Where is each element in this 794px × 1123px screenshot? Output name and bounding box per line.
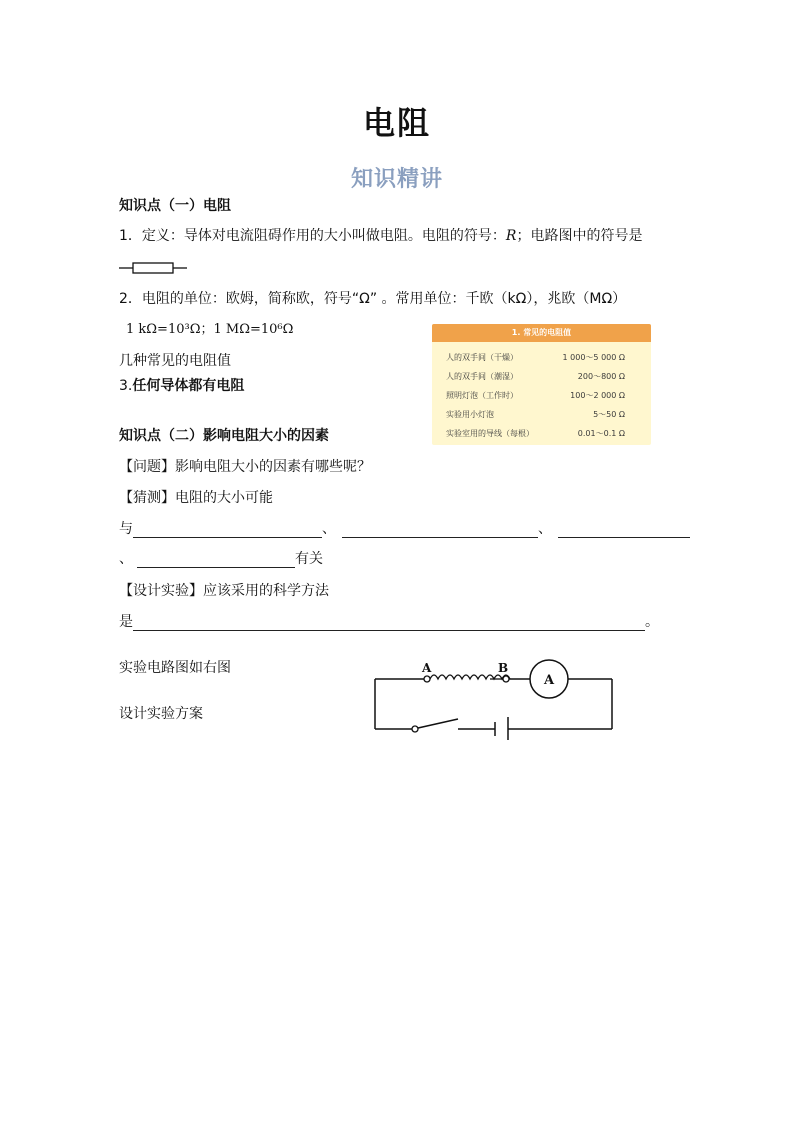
row-item: 实验用小灯泡 — [446, 410, 494, 419]
terminal-a-icon — [424, 676, 430, 682]
section2-heading: 知识点（二）影响电阻大小的因素 — [119, 428, 329, 444]
guess-prefix: 与 — [119, 521, 133, 537]
table-row — [432, 348, 651, 367]
guess-blanks-row1 — [119, 520, 690, 538]
switch-icon — [412, 726, 418, 732]
guess-line: 【猜测】电阻的大小可能 — [119, 490, 273, 506]
definition-suffix: ；电路图中的符号是 — [516, 228, 643, 244]
section1-heading: 知识点（一）电阻 — [119, 198, 231, 214]
row-value: 100～2 000 Ω — [570, 391, 625, 400]
terminal-b-icon — [503, 676, 509, 682]
blank-factor-3[interactable] — [558, 522, 690, 538]
label-a: A — [422, 661, 432, 675]
question-line: 【问题】影响电阻大小的因素有哪些呢？ — [119, 459, 371, 475]
method-line — [119, 613, 659, 631]
table-row — [432, 367, 651, 386]
table-row — [432, 405, 651, 424]
table-header: 1. 常见的电阻值 — [432, 324, 651, 342]
separator: 、 — [119, 551, 133, 567]
row-value: 5～50 Ω — [593, 410, 625, 419]
conclusion-line — [119, 377, 244, 395]
design-line: 【设计实验】应该采用的科学方法 — [119, 583, 329, 599]
ammeter-label: A — [543, 673, 555, 688]
separator: 、 — [538, 521, 552, 537]
row-item: 实验室用的导线（每根） — [446, 429, 534, 438]
unit-conversion: 1 kΩ=10³Ω；1 MΩ=10⁶Ω — [126, 322, 294, 337]
blank-factor-1[interactable] — [133, 522, 322, 538]
blank-factor-4[interactable] — [137, 552, 295, 568]
resistor-symbol-icon — [117, 261, 189, 275]
resistance-symbol: R — [505, 228, 517, 244]
definition-line — [119, 227, 642, 245]
conclusion-number: 3. — [119, 378, 133, 394]
label-b: B — [498, 661, 509, 675]
conclusion-text: 任何导体都有电阻 — [132, 378, 245, 394]
circuit-diagram — [370, 658, 620, 740]
blank-factor-2[interactable] — [342, 522, 538, 538]
blank-method[interactable] — [133, 615, 645, 631]
row-item: 人的双手间（干燥） — [446, 353, 518, 362]
method-prefix: 是 — [119, 614, 133, 630]
related-suffix: 有关 — [295, 551, 323, 567]
unit-line: 2．电阻的单位：欧姆，简称欧，符号“Ω” 。常用单位：千欧（kΩ），兆欧（MΩ） — [119, 291, 627, 307]
resistance-values-table — [432, 324, 651, 445]
row-item: 照明灯泡（工作时） — [446, 391, 518, 400]
table-row — [432, 424, 651, 443]
separator: 、 — [322, 521, 336, 537]
section-banner: 知识精讲 — [350, 167, 443, 192]
row-value: 200～800 Ω — [577, 372, 625, 381]
row-item: 人的双手间（潮湿） — [446, 372, 518, 381]
plan-label: 设计实验方案 — [119, 706, 203, 722]
definition-text: 1．定义：导体对电流阻碍作用的大小叫做电阻。电阻的符号： — [119, 228, 506, 244]
row-value: 0.01～0.1 Ω — [577, 429, 625, 438]
page-title: 电阻 — [362, 104, 431, 142]
common-values-label: 几种常见的电阻值 — [119, 353, 231, 369]
circuit-label: 实验电路图如右图 — [119, 660, 231, 676]
row-value: 1 000～5 000 Ω — [562, 353, 625, 362]
guess-blanks-row2 — [119, 550, 323, 568]
table-body — [432, 342, 651, 443]
table-row — [432, 386, 651, 405]
method-end: 。 — [645, 614, 659, 630]
